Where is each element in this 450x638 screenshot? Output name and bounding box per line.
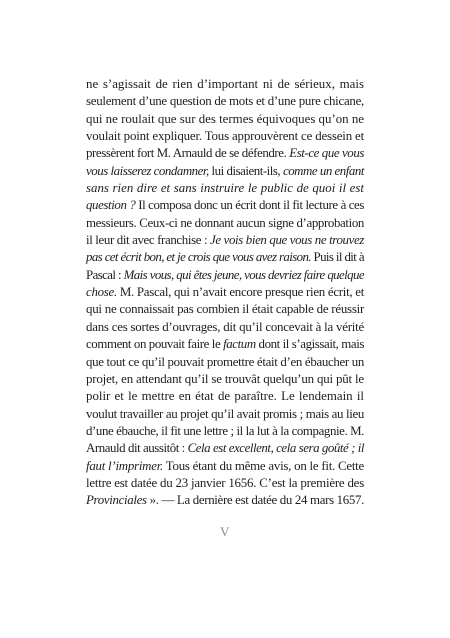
italic-text: sans rien dire et sans instruire le public de quoi il est	[86, 181, 364, 196]
italic-text: Est-ce que vous	[289, 146, 364, 161]
italic-text: question ?	[86, 198, 136, 213]
italic-text: comme un enfant	[282, 163, 364, 178]
italic-text: faut l’imprimer.	[86, 458, 164, 473]
text-line	[86, 180, 364, 197]
italic-text: chose.	[86, 285, 117, 300]
text-run: voulut travailler au projet qu’il avait promis ; mais au lieu	[86, 406, 364, 421]
text-run: que tout ce qu’il pouvait promettre était d’en ébaucher un	[86, 354, 364, 369]
page-number: V	[220, 524, 230, 539]
text-line	[86, 267, 364, 284]
italic-text: factum	[223, 337, 256, 352]
text-line	[86, 76, 364, 93]
text-line	[86, 197, 364, 214]
text-line	[86, 215, 364, 232]
italic-text: Provinciales	[86, 493, 147, 508]
text-line	[86, 249, 364, 266]
text-run: dans ces sortes d’ouvrages, dit qu’il concevait à la vérité	[86, 319, 364, 334]
text-line	[86, 423, 364, 440]
italic-text: pas cet écrit bon, et je crois que vous avez raison.	[86, 250, 311, 265]
text-run: voulait point expliquer. Tous approuvèrent ce dessein et	[86, 129, 364, 144]
text-run: pressèrent fort M. Arnauld de se défendre.	[86, 146, 290, 161]
text-line	[86, 163, 364, 180]
text-run: Puis il dit à	[310, 250, 364, 265]
text-line	[86, 458, 364, 475]
italic-text: Cela est excellent, cela sera goûté ; il	[187, 441, 364, 456]
text-run: dont il s’agissait, mais	[255, 337, 365, 352]
text-line	[86, 128, 364, 145]
text-run: comment on pouvait faire le	[86, 337, 224, 352]
text-line	[86, 284, 364, 301]
text-run: lettre est datée du 23 janvier 1656. C’est la première des	[86, 475, 364, 490]
text-run: ». — La dernière est datée du 24 mars 1657.	[146, 493, 364, 508]
text-run: qui ne connaissait pas combien il était capable de réussir	[86, 302, 364, 317]
text-run: il leur dit avec franchise :	[86, 233, 211, 248]
text-run: seulement d’une question de mots et d’une pure chicane,	[86, 94, 364, 109]
text-run: messieurs. Ceux-ci ne donnant aucun signe d’approbation	[86, 215, 364, 230]
text-run: Il composa donc un écrit dont il fit lecture à ces	[135, 198, 364, 213]
text-line	[86, 371, 364, 388]
text-line	[86, 492, 364, 509]
text-line	[86, 440, 364, 457]
text-line	[86, 319, 364, 336]
text-run: ne s’agissait de rien d’important ni de sérieux, mais	[86, 77, 364, 91]
text-run: M. Pascal, qui n’avait encore presque rien écrit, et	[116, 285, 364, 300]
text-run: Tous étant du même avis, on le fit. Cette	[163, 458, 364, 473]
text-run: projet, en attendant qu’il se trouvât quelqu’un qui pût le	[86, 371, 364, 386]
italic-text: Mais vous, qui êtes jeune, vous devriez faire quelque	[123, 267, 364, 282]
body-text	[86, 76, 364, 510]
text-line	[86, 388, 364, 405]
text-line	[86, 475, 364, 492]
text-line	[86, 354, 364, 371]
text-run: qui ne roulait que sur des termes équivoques qu’on ne	[86, 111, 364, 126]
text-line	[86, 111, 364, 128]
text-line	[86, 336, 364, 353]
text-run: lui disaient-ils,	[208, 163, 283, 178]
text-line	[86, 232, 364, 249]
text-line	[86, 301, 364, 318]
text-line	[86, 406, 364, 423]
italic-text: Je vois bien que vous ne trouvez	[210, 233, 364, 248]
italic-text: vous laisserez condamner,	[86, 163, 209, 178]
text-run: Arnauld dit aussitôt :	[86, 441, 188, 456]
text-line	[86, 93, 364, 110]
text-line	[86, 145, 364, 162]
text-run: d’une ébauche, il fit une lettre ; il la lut à la compagnie. M.	[86, 423, 364, 438]
text-run: Pascal :	[86, 267, 124, 282]
text-run: polir et le mettre en état de paraître. Le lendemain il	[86, 389, 364, 404]
